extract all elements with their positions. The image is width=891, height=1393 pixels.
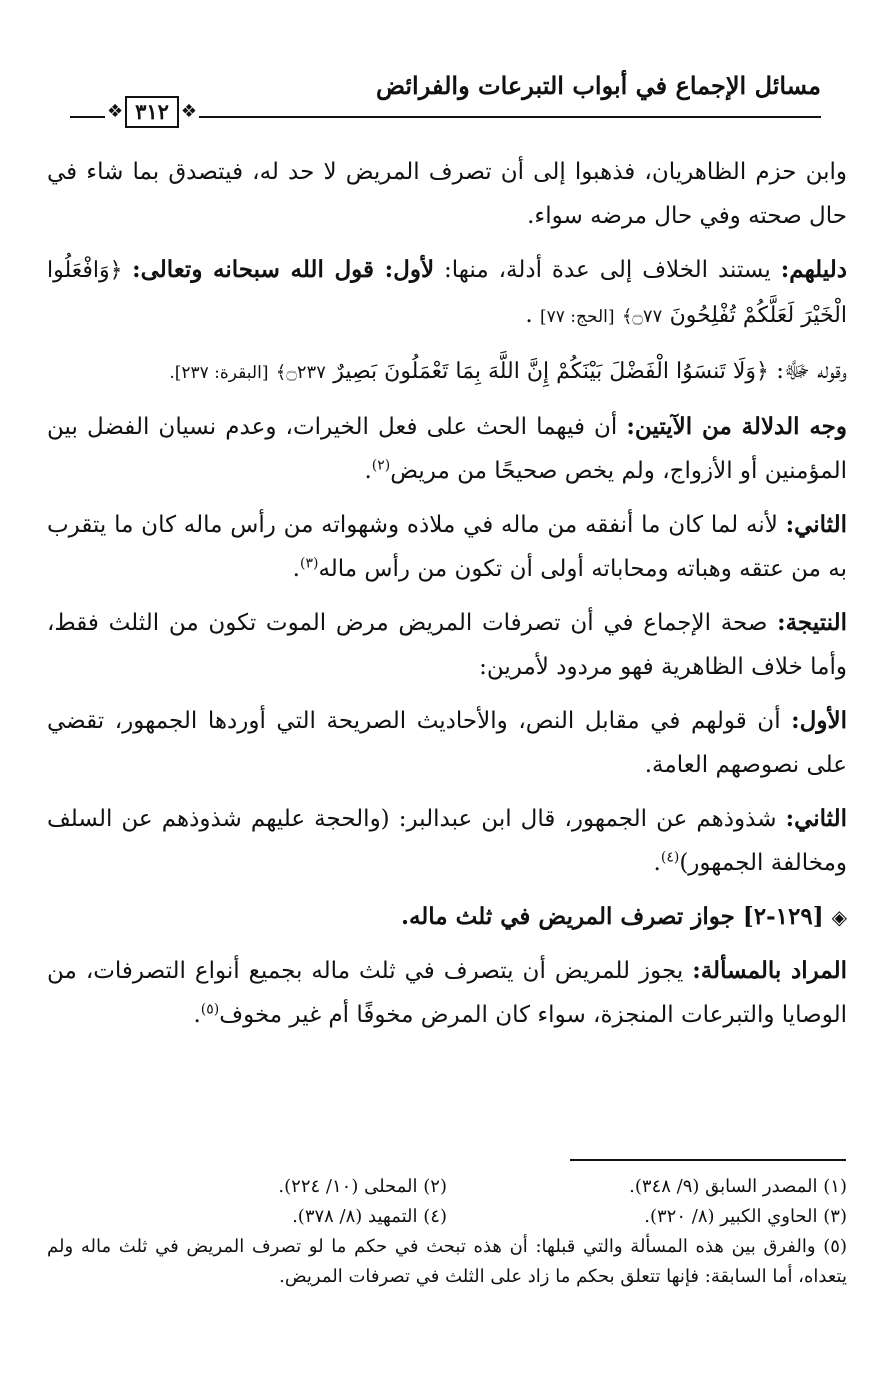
result-lead: النتيجة: <box>777 609 847 636</box>
footnote-ref-4: (٤) <box>660 849 680 866</box>
paragraph-indication <box>47 405 847 493</box>
paragraph-1 <box>47 150 847 238</box>
intended-end: . <box>193 1002 201 1028</box>
verse-hajj-number: ۝٧٧﴾ <box>621 306 663 327</box>
footnote-5: (٥) والفرق بين هذه المسألة والتي قبلها: أن هذه تبحث في حكم ما لو تصرف المريض في ثلث ماله ولم يتعداه، أما السابقة: فإنها تتعلق بحكم ما زاد على الثلث في تصرفات المريض. <box>47 1236 847 1287</box>
diamond-icon: ◈ <box>831 905 847 929</box>
paragraph-intended <box>47 949 847 1037</box>
section-heading-text: [١٢٩-٢] جواز تصرف المريض في ثلث ماله. <box>400 903 832 930</box>
intended-lead: المراد بالمسألة: <box>692 957 848 984</box>
footnote-ref-2: (٢) <box>371 457 391 474</box>
paragraph-result <box>47 601 847 689</box>
footnotes <box>47 1172 847 1292</box>
section-heading <box>47 895 847 939</box>
footnote-ref-3: (٣) <box>299 555 319 572</box>
evidence-text: يستند الخلاف إلى عدة أدلة، منها: <box>434 257 781 283</box>
paragraph-first-reason <box>47 699 847 787</box>
ornament-right-icon: ❖ <box>180 101 198 122</box>
second-reason-lead: الثاني: <box>785 805 847 832</box>
indication-text: أن فيهما الحث على فعل الخيرات، وعدم نسيان الفضل بين المؤمنين أو الأزواج، ولم يخص صحيحًا من مريض <box>47 414 847 484</box>
footnote-4: (٤) التمهيد (٨/ ٣٧٨). <box>292 1206 447 1227</box>
evidence-first: لأول: قول الله سبحانه وتعالى: <box>132 256 435 283</box>
ornament-left-icon: ❖ <box>106 101 124 122</box>
page-number-frame <box>105 94 199 130</box>
indication-end: . <box>364 458 372 484</box>
second-reason-end: . <box>653 850 661 876</box>
second-evidence-lead: الثاني: <box>785 511 847 538</box>
indication-lead: وجه الدلالة من الآيتين: <box>626 413 847 440</box>
verse-baqara-number: ۝٢٣٧﴾ <box>275 362 326 383</box>
first-reason-lead: الأول: <box>791 707 847 734</box>
second-evidence-text: لأنه لما كان ما أنفقه من ماله في ملاذه وشهواته من رأس ماله كان ما يتقرب به من عتقه وهباته ومحاباته أولى أن تكون من رأس ماله <box>47 512 847 582</box>
running-title: مسائل الإجماع في أبواب التبرعات والفرائض <box>375 71 821 100</box>
first-reason-text: أن قولهم في مقابل النص، والأحاديث الصريحة التي أوردها الجمهور، تقضي على نصوصهم العامة. <box>47 708 847 778</box>
second-evidence-end: . <box>292 556 300 582</box>
verse-hajj-ref: [الحج: ٧٧] <box>539 307 615 327</box>
footnote-3: (٣) الحاوي الكبير (٨/ ٣٢٠). <box>644 1206 847 1227</box>
paragraph-second-reason <box>47 797 847 885</box>
paragraph-1-text: وابن حزم الظاهريان، فذهبوا إلى أن تصرف المريض لا حد له، فيتصدق بما شاء في حال صحته وفي حال مرضه سواء. <box>47 159 847 229</box>
paragraph-baqara <box>47 349 847 395</box>
verse-baqara: ﴿وَلَا تَنسَوُا الْفَضْلَ بَيْنَكُمْ إِنَّ اللَّهَ بِمَا تَعْمَلُونَ بَصِيرٌ <box>333 359 769 384</box>
baqara-intro: وقوله ﷻ: <box>768 358 847 384</box>
page-number: ٣١٢ <box>125 96 179 128</box>
footnote-2: (٢) المحلى (١٠/ ٢٢٤). <box>278 1176 447 1197</box>
verse-baqara-ref: [البقرة: ٢٣٧]. <box>169 363 269 383</box>
evidence-end: . <box>525 302 540 328</box>
result-text: صحة الإجماع في أن تصرفات المريض مرض الموت تكون من الثلث فقط، وأما خلاف الظاهرية فهو مردود لأمرين: <box>47 610 847 680</box>
footnote-rule <box>570 1159 846 1161</box>
footnote-row-1 <box>47 1172 847 1202</box>
verse-hajj: ﴿وَافْعَلُوا الْخَيْرَ لَعَلَّكُمْ تُفْلِحُونَ <box>47 258 847 328</box>
intended-text: يجوز للمريض أن يتصرف في ثلث ماله بجميع أنواع التصرفات، من الوصايا والتبرعات المنجزة، سواء كان المرض مخوفًا أم غير مخوف <box>47 958 847 1028</box>
footnote-1: (١) المصدر السابق (٩/ ٣٤٨). <box>629 1176 847 1197</box>
evidence-lead: دليلهم: <box>780 256 847 283</box>
second-reason-text: شذوذهم عن الجمهور، قال ابن عبدالبر: (والحجة عليهم شذوذهم عن السلف ومخالفة الجمهور) <box>47 806 847 876</box>
footnote-ref-5: (٥) <box>200 1001 220 1018</box>
paragraph-evidence <box>47 248 847 339</box>
paragraph-second-evidence <box>47 503 847 591</box>
body-text <box>47 150 847 1047</box>
footnote-row-2 <box>47 1202 847 1232</box>
